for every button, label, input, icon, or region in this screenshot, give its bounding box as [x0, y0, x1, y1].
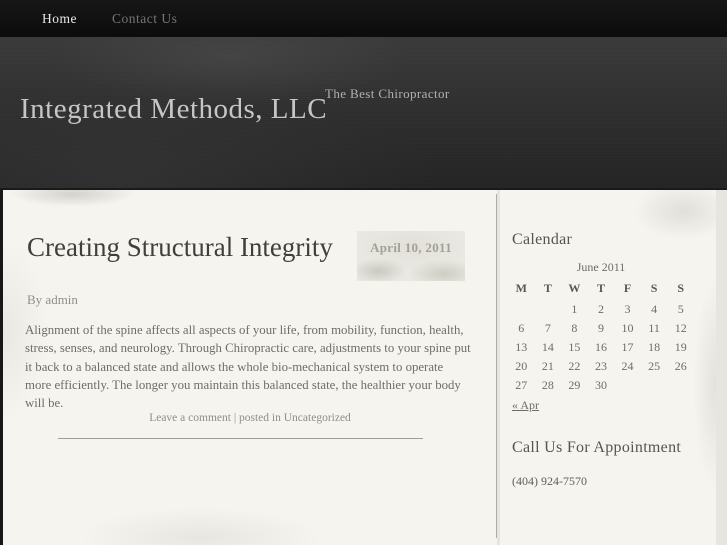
- calendar-day-cell: 28: [541, 378, 554, 392]
- calendar-day-header: S: [677, 281, 685, 295]
- site-title[interactable]: Integrated Methods, LLC: [20, 93, 328, 125]
- post-byline: By admin: [27, 292, 78, 307]
- calendar-empty-cell: [508, 300, 535, 319]
- calendar-day-cell: 21: [541, 359, 554, 373]
- calendar-day-cell: 2: [597, 302, 604, 316]
- calendar-day-cell: 1: [571, 302, 578, 316]
- appointment-heading: Call Us For Appointment: [512, 439, 682, 456]
- calendar-day-cell: 9: [597, 321, 604, 335]
- calendar-week-row: [508, 319, 694, 338]
- calendar-empty-cell: [667, 376, 694, 395]
- calendar-day-cell: 5: [677, 302, 684, 316]
- calendar-day-cell: 14: [541, 340, 554, 354]
- calendar-day-cell: 11: [648, 321, 660, 335]
- post-body-text: Alignment of the spine affects all aspects of your life, from mobility, function, health, stress, senses, and neurology. Through Chiropractic care, adjustments to your spine put it back to a balanced state and allows the whole bio-mechanical system to operate more efficiently. The longer you maintain this balanced state, the healthier your body will be.: [25, 323, 471, 411]
- calendar-day-cell: 10: [621, 321, 634, 335]
- main-area: [0, 190, 727, 545]
- top-nav: [0, 0, 727, 37]
- calendar-day-cell: 8: [571, 321, 578, 335]
- post-title[interactable]: Creating Structural Integrity: [27, 232, 333, 262]
- calendar-week-row: [508, 376, 694, 395]
- calendar-day-cell: 25: [648, 359, 661, 373]
- calendar-table: [508, 260, 694, 395]
- calendar-day-headers: [508, 281, 694, 300]
- calendar-day-header: T: [543, 281, 552, 295]
- calendar-day-header: S: [650, 281, 658, 295]
- calendar-day-cell: 4: [651, 302, 658, 316]
- posted-in-label: posted in: [239, 412, 281, 424]
- calendar-day-cell: 22: [568, 359, 581, 373]
- calendar-day-cell: 30: [594, 378, 607, 392]
- calendar-month-caption: June 2011: [576, 260, 626, 274]
- calendar-day-cell: 26: [674, 359, 687, 373]
- calendar-day-cell: 16: [594, 340, 607, 354]
- calendar-day-cell: 24: [621, 359, 634, 373]
- calendar-day-header: M: [515, 281, 527, 295]
- content-column: [3, 190, 497, 545]
- site-tagline: The Best Chiropractor: [325, 86, 450, 101]
- post-meta: [3, 412, 497, 424]
- calendar-day-cell: 27: [515, 378, 528, 392]
- nav-item-home[interactable]: Home: [42, 11, 77, 26]
- calendar-day-cell: 18: [648, 340, 661, 354]
- post-divider: [58, 438, 423, 440]
- calendar-day-cell: 7: [544, 321, 551, 335]
- calendar-day-header: F: [623, 281, 632, 295]
- site-header: [0, 37, 727, 190]
- calendar-empty-cell: [614, 376, 641, 395]
- calendar-week-row: [508, 338, 694, 357]
- calendar-day-cell: 13: [515, 340, 528, 354]
- calendar-prev-month-link[interactable]: « Apr: [512, 398, 539, 412]
- leave-comment-link[interactable]: Leave a comment: [149, 412, 231, 424]
- nav-item-contact-us[interactable]: Contact Us: [112, 11, 178, 26]
- calendar-day-cell: 23: [594, 359, 607, 373]
- calendar-day-cell: 3: [624, 302, 631, 316]
- calendar-day-cell: 20: [515, 359, 528, 373]
- phone-number: (404) 924-7570: [512, 474, 587, 488]
- calendar-day-header: W: [568, 281, 581, 295]
- calendar-week-row: [508, 300, 694, 319]
- calendar-day-cell: 6: [518, 321, 525, 335]
- calendar-day-cell: 15: [568, 340, 581, 354]
- post-date-badge: April 10, 2011: [357, 231, 465, 281]
- calendar-day-header: T: [596, 281, 605, 295]
- calendar-day-cell: 19: [674, 340, 687, 354]
- calendar-empty-cell: [535, 300, 562, 319]
- calendar-day-cell: 29: [568, 378, 581, 392]
- calendar-day-cell: 12: [674, 321, 687, 335]
- category-link[interactable]: Uncategorized: [283, 412, 351, 424]
- sidebar: [500, 190, 716, 545]
- calendar-day-cell: 17: [621, 340, 634, 354]
- meta-separator: |: [233, 412, 237, 424]
- calendar-empty-cell: [641, 376, 668, 395]
- calendar-heading: Calendar: [512, 231, 573, 248]
- calendar-week-row: [508, 357, 694, 376]
- calendar-weeks: [508, 300, 694, 395]
- column-divider: [496, 194, 498, 538]
